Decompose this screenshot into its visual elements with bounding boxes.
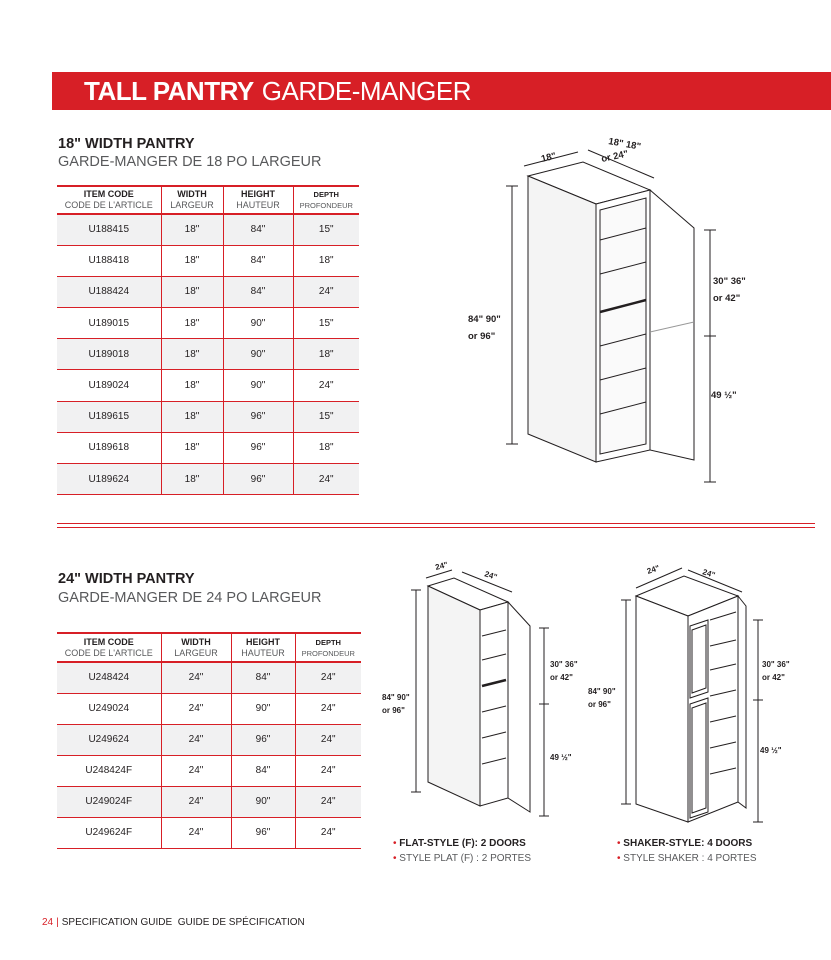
table-row — [57, 276, 359, 307]
cell-item-code: U189618 — [57, 432, 161, 463]
header-depth: DEPTH PROFONDEUR — [295, 633, 361, 662]
cell-depth: 15" — [293, 401, 359, 432]
dim-height-label-2: or 96" — [588, 700, 611, 709]
cell-height: 84" — [231, 755, 295, 786]
table-row — [57, 786, 361, 817]
dim-upper-door-1: 30" 36" — [713, 276, 746, 287]
header-depth: DEPTH PROFONDEUR — [293, 186, 359, 214]
dim-upper-door-1: 30" 36" — [762, 660, 790, 669]
cell-height: 90" — [223, 370, 293, 401]
cell-width: 24" — [161, 755, 231, 786]
header-height: HEIGHT HAUTEUR — [223, 186, 293, 214]
table-row — [57, 724, 361, 755]
cell-item-code: U188418 — [57, 245, 161, 276]
dim-upper-door-1: 30" 36" — [550, 660, 578, 669]
cell-item-code: U189624 — [57, 464, 161, 495]
page-number: 24 — [42, 917, 54, 928]
cell-item-code: U249024F — [57, 786, 161, 817]
section-24-subtitle: GARDE-MANGER DE 24 PO LARGEUR — [58, 590, 322, 606]
page-title-fr: GARDE-MANGER — [261, 76, 471, 106]
table-row — [57, 693, 361, 724]
cell-width: 18" — [161, 308, 223, 339]
cell-height: 84" — [223, 245, 293, 276]
cell-height: 90" — [231, 786, 295, 817]
section-divider-2 — [57, 527, 815, 528]
cell-height: 96" — [223, 432, 293, 463]
cell-depth: 24" — [295, 662, 361, 693]
cell-depth: 24" — [295, 693, 361, 724]
flat-caption-en: FLAT-STYLE (F): 2 DOORS — [399, 838, 526, 849]
cell-item-code: U248424F — [57, 755, 161, 786]
cell-width: 18" — [161, 245, 223, 276]
dim-lower-door: 49 ½" — [760, 746, 782, 755]
cell-height: 96" — [223, 401, 293, 432]
cell-item-code: U189015 — [57, 308, 161, 339]
cell-width: 24" — [161, 724, 231, 755]
cell-width: 24" — [161, 817, 231, 848]
pantry-shaker-diagram — [584, 560, 814, 828]
cabinet-door — [650, 190, 694, 460]
cell-item-code: U189018 — [57, 339, 161, 370]
shaker-style-caption: • SHAKER-STYLE: 4 DOORS • STYLE SHAKER : 4 PORTES — [617, 838, 757, 864]
pantry-flat-diagram — [378, 560, 600, 820]
dim-depth-label: 24" — [483, 569, 499, 582]
page-title-en: TALL PANTRY — [84, 76, 254, 106]
table-row — [57, 308, 359, 339]
table-row — [57, 464, 359, 495]
cell-width: 18" — [161, 339, 223, 370]
dim-depth-label-2: or 24" — [600, 148, 630, 165]
cell-width: 24" — [161, 786, 231, 817]
section-18-title: 18" WIDTH PANTRY — [58, 136, 195, 152]
cell-height: 90" — [223, 339, 293, 370]
dim-height-label-2: or 96" — [382, 706, 405, 715]
cell-depth: 18" — [293, 245, 359, 276]
page-title — [84, 76, 471, 106]
flat-caption-fr: STYLE PLAT (F) : 2 PORTES — [399, 853, 532, 864]
shaker-caption-fr: STYLE SHAKER : 4 PORTES — [623, 853, 757, 864]
footer-guide-fr: GUIDE DE SPÉCIFICATION — [177, 917, 305, 928]
dim-upper-door-2: or 42" — [762, 673, 785, 682]
table-row — [57, 370, 359, 401]
header-width: WIDTH LARGEUR — [161, 633, 231, 662]
cell-depth: 18" — [293, 432, 359, 463]
dim-lower-door: 49 ½" — [711, 390, 737, 401]
cell-item-code: U189615 — [57, 401, 161, 432]
cell-item-code: U248424 — [57, 662, 161, 693]
cell-width: 18" — [161, 214, 223, 245]
cell-width: 18" — [161, 276, 223, 307]
cell-width: 18" — [161, 432, 223, 463]
section-24-title: 24" WIDTH PANTRY — [58, 571, 195, 587]
cell-height: 90" — [223, 308, 293, 339]
cell-depth: 24" — [295, 755, 361, 786]
cabinet-side-face — [528, 176, 596, 462]
cell-depth: 24" — [295, 724, 361, 755]
flat-style-caption: • FLAT-STYLE (F): 2 DOORS • STYLE PLAT (F) : 2 PORTES — [393, 838, 532, 864]
cell-depth: 24" — [293, 370, 359, 401]
cell-height: 96" — [231, 724, 295, 755]
cell-depth: 24" — [295, 786, 361, 817]
cell-depth: 24" — [295, 817, 361, 848]
dim-height-label-1: 84" 90" — [382, 693, 410, 702]
dim-height-label-1: 84" 90" — [588, 687, 616, 696]
dim-lower-door: 49 ½" — [550, 753, 572, 762]
dim-height-label-2: or 96" — [468, 331, 496, 342]
spec-table-18 — [57, 185, 359, 495]
table-row — [57, 432, 359, 463]
cell-item-code: U249024 — [57, 693, 161, 724]
dim-width-label: 18" — [540, 150, 558, 165]
dim-depth-label: 24" — [701, 567, 717, 580]
dim-width-label: 24" — [645, 563, 661, 576]
dim-depth-label-1: 18" 18" — [607, 136, 642, 153]
dim-width-label: 24" — [434, 560, 449, 572]
cell-height: 90" — [231, 693, 295, 724]
cell-item-code: U189024 — [57, 370, 161, 401]
cell-height: 96" — [231, 817, 295, 848]
table-row — [57, 339, 359, 370]
table-row — [57, 755, 361, 786]
table-row — [57, 245, 359, 276]
header-height: HEIGHT HAUTEUR — [231, 633, 295, 662]
cell-height: 96" — [223, 464, 293, 495]
footer-guide-en: SPECIFICATION GUIDE — [61, 917, 173, 928]
cell-depth: 18" — [293, 339, 359, 370]
dim-height-label-1: 84" 90" — [468, 314, 501, 325]
cell-width: 24" — [161, 662, 231, 693]
table-row — [57, 662, 361, 693]
cell-item-code: U249624 — [57, 724, 161, 755]
cell-depth: 15" — [293, 308, 359, 339]
table-row — [57, 817, 361, 848]
cell-item-code: U188415 — [57, 214, 161, 245]
table-row — [57, 401, 359, 432]
header-width: WIDTH LARGEUR — [161, 186, 223, 214]
page-footer: 24 | SPECIFICATION GUIDE GUIDE DE SPÉCIFICATION — [42, 917, 305, 928]
dim-upper-door-2: or 42" — [550, 673, 573, 682]
cell-depth: 24" — [293, 276, 359, 307]
cell-item-code: U249624F — [57, 817, 161, 848]
header-item-code: ITEM CODE CODE DE L'ARTICLE — [57, 633, 161, 662]
pantry-18-diagram — [460, 132, 760, 492]
cell-width: 18" — [161, 464, 223, 495]
cell-width: 18" — [161, 401, 223, 432]
table-row — [57, 214, 359, 245]
cell-height: 84" — [223, 276, 293, 307]
cell-width: 24" — [161, 693, 231, 724]
cell-height: 84" — [223, 214, 293, 245]
cell-width: 18" — [161, 370, 223, 401]
section-18-subtitle: GARDE-MANGER DE 18 PO LARGEUR — [58, 154, 322, 170]
dim-upper-door-2: or 42" — [713, 293, 741, 304]
header-item-code: ITEM CODE CODE DE L'ARTICLE — [57, 186, 161, 214]
cell-depth: 24" — [293, 464, 359, 495]
shaker-caption-en: SHAKER-STYLE: 4 DOORS — [623, 838, 753, 849]
cell-height: 84" — [231, 662, 295, 693]
spec-table-24 — [57, 632, 361, 849]
title-banner — [52, 72, 831, 110]
section-divider — [57, 523, 815, 524]
cell-item-code: U188424 — [57, 276, 161, 307]
cell-depth: 15" — [293, 214, 359, 245]
